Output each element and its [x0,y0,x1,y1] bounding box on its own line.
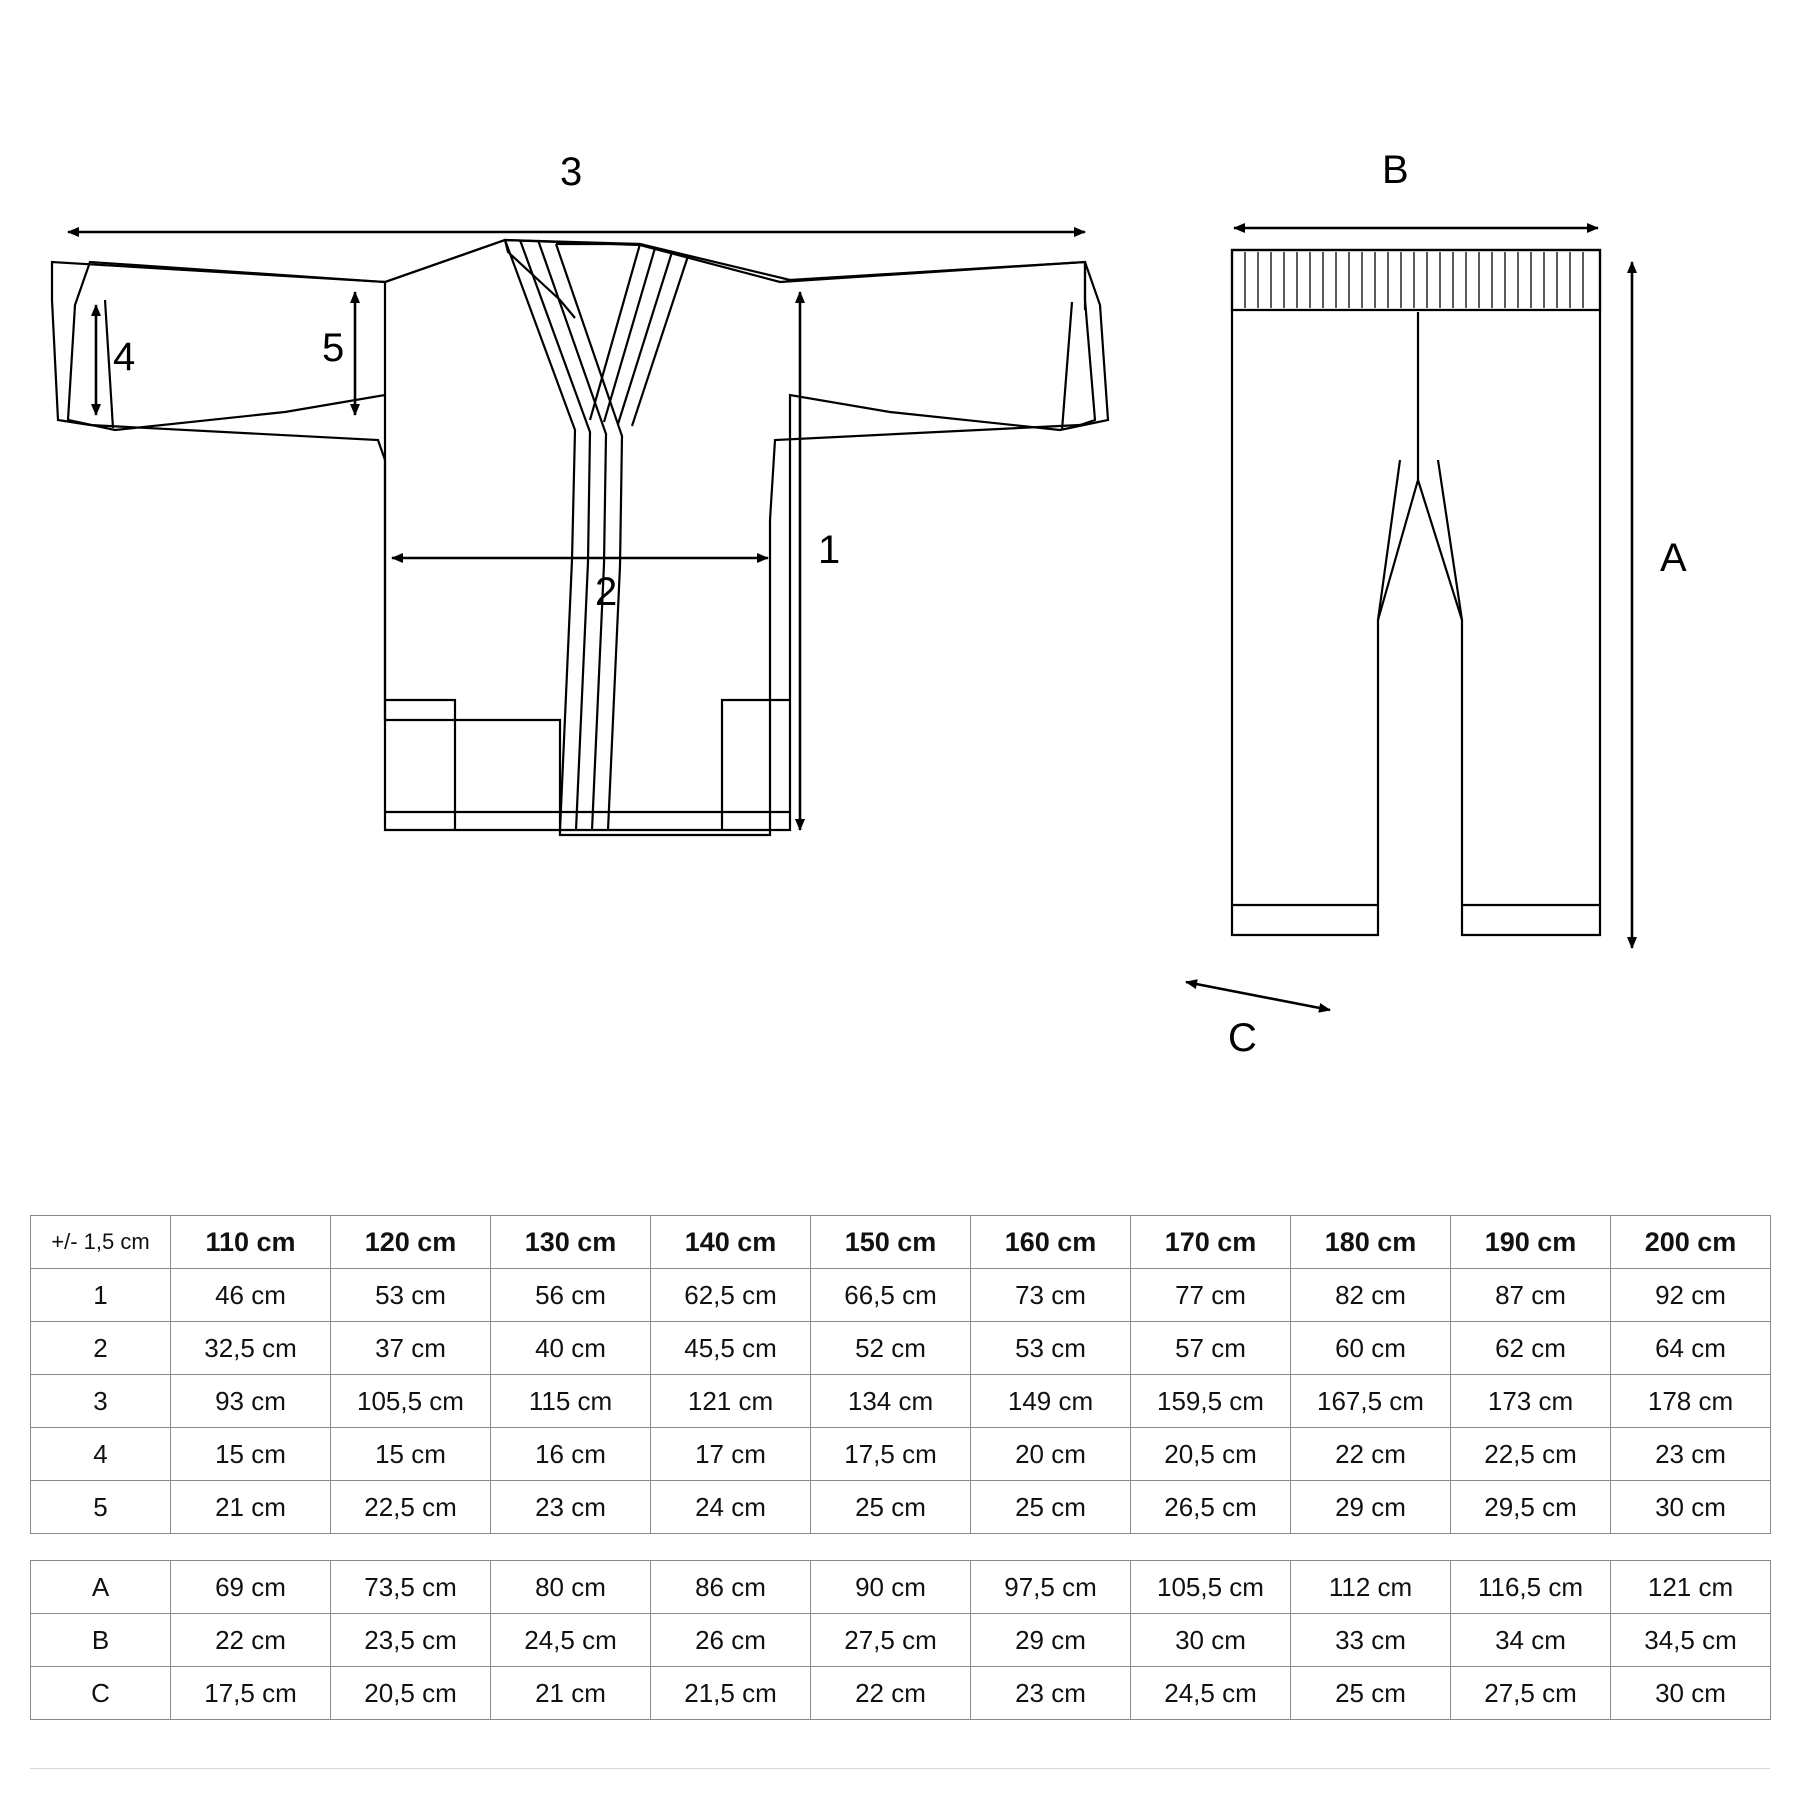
cell: 52 cm [811,1322,971,1375]
cell: 26,5 cm [1131,1481,1291,1534]
cell: 29,5 cm [1451,1481,1611,1534]
row-label: C [31,1667,171,1720]
cell: 16 cm [491,1428,651,1481]
cell: 82 cm [1291,1269,1451,1322]
table-row [31,1614,1771,1667]
dimension-label-b: B [1382,148,1409,192]
footer-divider [30,1768,1770,1769]
pants-outline [1232,250,1600,935]
cell: 15 cm [171,1428,331,1481]
cell: 46 cm [171,1269,331,1322]
cell: 40 cm [491,1322,651,1375]
column-header-size: 150 cm [811,1216,971,1269]
cell: 21 cm [171,1481,331,1534]
cell: 73,5 cm [331,1561,491,1614]
table-header-row [31,1216,1771,1269]
dimension-label-4: 4 [113,335,136,379]
cell: 86 cm [651,1561,811,1614]
cell: 121 cm [651,1375,811,1428]
row-label: A [31,1561,171,1614]
cell: 34 cm [1451,1614,1611,1667]
cell: 53 cm [331,1269,491,1322]
cell: 56 cm [491,1269,651,1322]
cell: 21 cm [491,1667,651,1720]
dimension-label-1: 1 [818,528,841,572]
cell: 25 cm [971,1481,1131,1534]
cell: 30 cm [1611,1667,1771,1720]
cell: 32,5 cm [171,1322,331,1375]
cell: 45,5 cm [651,1322,811,1375]
cell: 17 cm [651,1428,811,1481]
cell: 30 cm [1131,1614,1291,1667]
cell: 27,5 cm [1451,1667,1611,1720]
cell: 53 cm [971,1322,1131,1375]
jacket-size-table [30,1215,1771,1534]
cell: 21,5 cm [651,1667,811,1720]
cell: 20 cm [971,1428,1131,1481]
cell: 24 cm [651,1481,811,1534]
cell: 178 cm [1611,1375,1771,1428]
cell: 121 cm [1611,1561,1771,1614]
measurement-tables [30,1215,1770,1720]
cell: 25 cm [1291,1667,1451,1720]
cell: 60 cm [1291,1322,1451,1375]
cell: 37 cm [331,1322,491,1375]
table-row [31,1375,1771,1428]
table-row [31,1667,1771,1720]
pants-size-table [30,1560,1771,1720]
cell: 22,5 cm [331,1481,491,1534]
column-header-size: 170 cm [1131,1216,1291,1269]
cell: 25 cm [811,1481,971,1534]
cell: 134 cm [811,1375,971,1428]
column-header-size: 140 cm [651,1216,811,1269]
cell: 92 cm [1611,1269,1771,1322]
column-header-size: 110 cm [171,1216,331,1269]
cell: 29 cm [1291,1481,1451,1534]
table-row [31,1481,1771,1534]
cell: 90 cm [811,1561,971,1614]
cell: 17,5 cm [171,1667,331,1720]
cell: 62 cm [1451,1322,1611,1375]
table-row [31,1269,1771,1322]
row-label: 2 [31,1322,171,1375]
table-spacer [30,1534,1770,1560]
cell: 149 cm [971,1375,1131,1428]
cell: 167,5 cm [1291,1375,1451,1428]
jacket-dimension-arrows [68,232,1085,830]
cell: 105,5 cm [331,1375,491,1428]
cell: 22 cm [1291,1428,1451,1481]
cell: 23 cm [491,1481,651,1534]
column-header-size: 160 cm [971,1216,1131,1269]
cell: 112 cm [1291,1561,1451,1614]
cell: 27,5 cm [811,1614,971,1667]
column-header-size: 120 cm [331,1216,491,1269]
row-label: 1 [31,1269,171,1322]
cell: 20,5 cm [331,1667,491,1720]
cell: 105,5 cm [1131,1561,1291,1614]
cell: 22,5 cm [1451,1428,1611,1481]
cell: 173 cm [1451,1375,1611,1428]
cell: 15 cm [331,1428,491,1481]
cell: 24,5 cm [491,1614,651,1667]
cell: 116,5 cm [1451,1561,1611,1614]
cell: 20,5 cm [1131,1428,1291,1481]
cell: 23,5 cm [331,1614,491,1667]
cell: 34,5 cm [1611,1614,1771,1667]
cell: 69 cm [171,1561,331,1614]
row-label: 5 [31,1481,171,1534]
cell: 22 cm [811,1667,971,1720]
dimension-label-5: 5 [322,326,345,370]
column-header-size: 180 cm [1291,1216,1451,1269]
cell: 26 cm [651,1614,811,1667]
row-label: B [31,1614,171,1667]
cell: 64 cm [1611,1322,1771,1375]
table-row [31,1428,1771,1481]
cell: 23 cm [1611,1428,1771,1481]
dimension-label-3: 3 [560,150,583,194]
row-label: 3 [31,1375,171,1428]
cell: 80 cm [491,1561,651,1614]
cell: 33 cm [1291,1614,1451,1667]
table-row [31,1322,1771,1375]
tolerance-note: +/- 1,5 cm [31,1216,171,1269]
column-header-size: 200 cm [1611,1216,1771,1269]
cell: 97,5 cm [971,1561,1131,1614]
cell: 22 cm [171,1614,331,1667]
cell: 62,5 cm [651,1269,811,1322]
cell: 57 cm [1131,1322,1291,1375]
dimension-label-2: 2 [595,570,618,614]
cell: 24,5 cm [1131,1667,1291,1720]
cell: 115 cm [491,1375,651,1428]
cell: 23 cm [971,1667,1131,1720]
dimension-label-a: A [1660,536,1687,580]
cell: 17,5 cm [811,1428,971,1481]
cell: 87 cm [1451,1269,1611,1322]
row-label: 4 [31,1428,171,1481]
cell: 29 cm [971,1614,1131,1667]
cell: 77 cm [1131,1269,1291,1322]
cell: 93 cm [171,1375,331,1428]
table-row [31,1561,1771,1614]
cell: 66,5 cm [811,1269,971,1322]
jacket-outline [52,240,1108,835]
dimension-label-c: C [1228,1016,1257,1060]
cell: 73 cm [971,1269,1131,1322]
pants-dimension-arrows [1186,228,1632,1010]
cell: 159,5 cm [1131,1375,1291,1428]
column-header-size: 190 cm [1451,1216,1611,1269]
cell: 30 cm [1611,1481,1771,1534]
column-header-size: 130 cm [491,1216,651,1269]
